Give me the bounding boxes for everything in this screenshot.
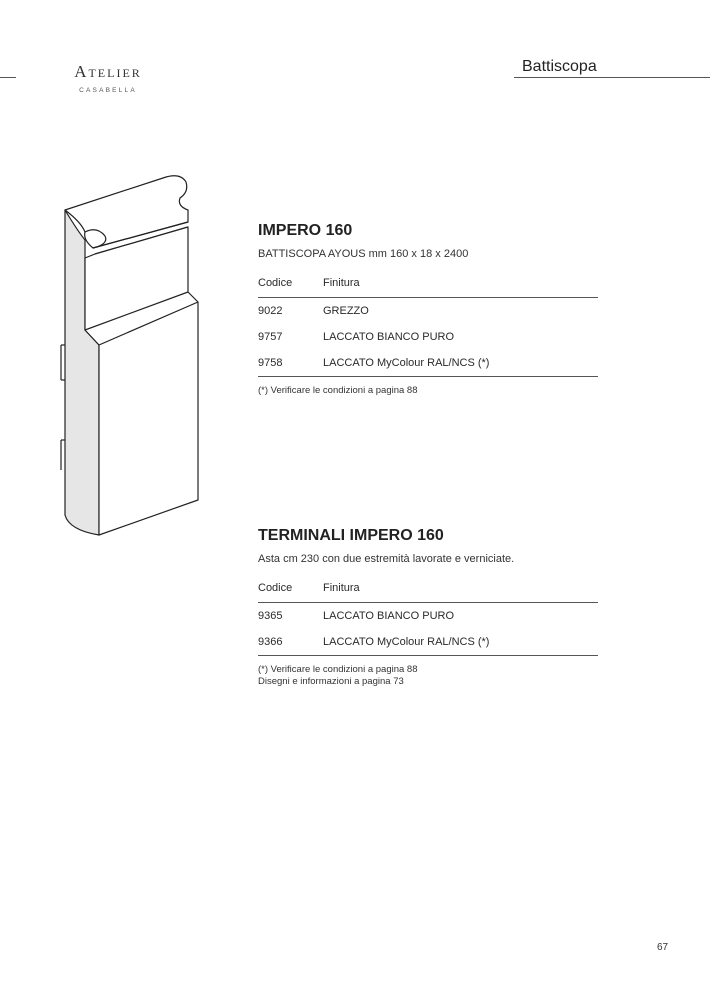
product-title: TERMINALI IMPERO 160 <box>258 527 444 544</box>
product-terminali-impero-160 <box>258 527 598 688</box>
brand-logo-name <box>62 62 154 82</box>
table-row <box>258 350 598 377</box>
table-header <box>258 275 598 298</box>
column-header-code: Codice <box>258 277 293 289</box>
row-finish: LACCATO BIANCO PURO <box>323 331 455 343</box>
product-subtitle: BATTISCOPA AYOUS mm 160 x 18 x 2400 <box>258 248 469 260</box>
column-header-finish: Finitura <box>323 582 360 594</box>
section-title: Battiscopa <box>522 58 597 75</box>
row-code: 9022 <box>258 305 283 317</box>
table-row <box>258 298 598 324</box>
product-notes <box>258 664 598 688</box>
page-number: 67 <box>657 942 669 953</box>
baseboard-profile-illustration <box>55 170 205 540</box>
finish-table <box>258 275 598 377</box>
column-header-code: Codice <box>258 582 293 594</box>
table-row <box>258 629 598 656</box>
row-finish: LACCATO MyColour RAL/NCS (*) <box>323 636 490 648</box>
brand-logo-subtitle: CASABELLA <box>79 87 137 94</box>
row-finish: LACCATO BIANCO PURO <box>323 610 455 622</box>
row-code: 9365 <box>258 610 283 622</box>
row-finish: LACCATO MyColour RAL/NCS (*) <box>323 357 490 369</box>
table-row <box>258 603 598 629</box>
note-line: Disegni e informazioni a pagina 73 <box>258 676 404 687</box>
finish-table <box>258 580 598 656</box>
table-row <box>258 324 598 350</box>
product-impero-160 <box>258 222 598 397</box>
note-line: (*) Verificare le condizioni a pagina 88 <box>258 664 418 675</box>
product-notes <box>258 385 598 397</box>
row-code: 9758 <box>258 357 283 369</box>
row-code: 9757 <box>258 331 283 343</box>
row-finish: GREZZO <box>323 305 369 317</box>
note-line: (*) Verificare le condizioni a pagina 88 <box>258 385 418 396</box>
row-code: 9366 <box>258 636 283 648</box>
brand-name-text: Atelier <box>74 62 142 81</box>
header-rule-right <box>514 77 710 78</box>
product-subtitle: Asta cm 230 con due estremità lavorate e verniciate. <box>258 553 515 565</box>
column-header-finish: Finitura <box>323 277 360 289</box>
table-header <box>258 580 598 603</box>
product-title: IMPERO 160 <box>258 222 353 239</box>
header-rule-left <box>0 77 16 78</box>
